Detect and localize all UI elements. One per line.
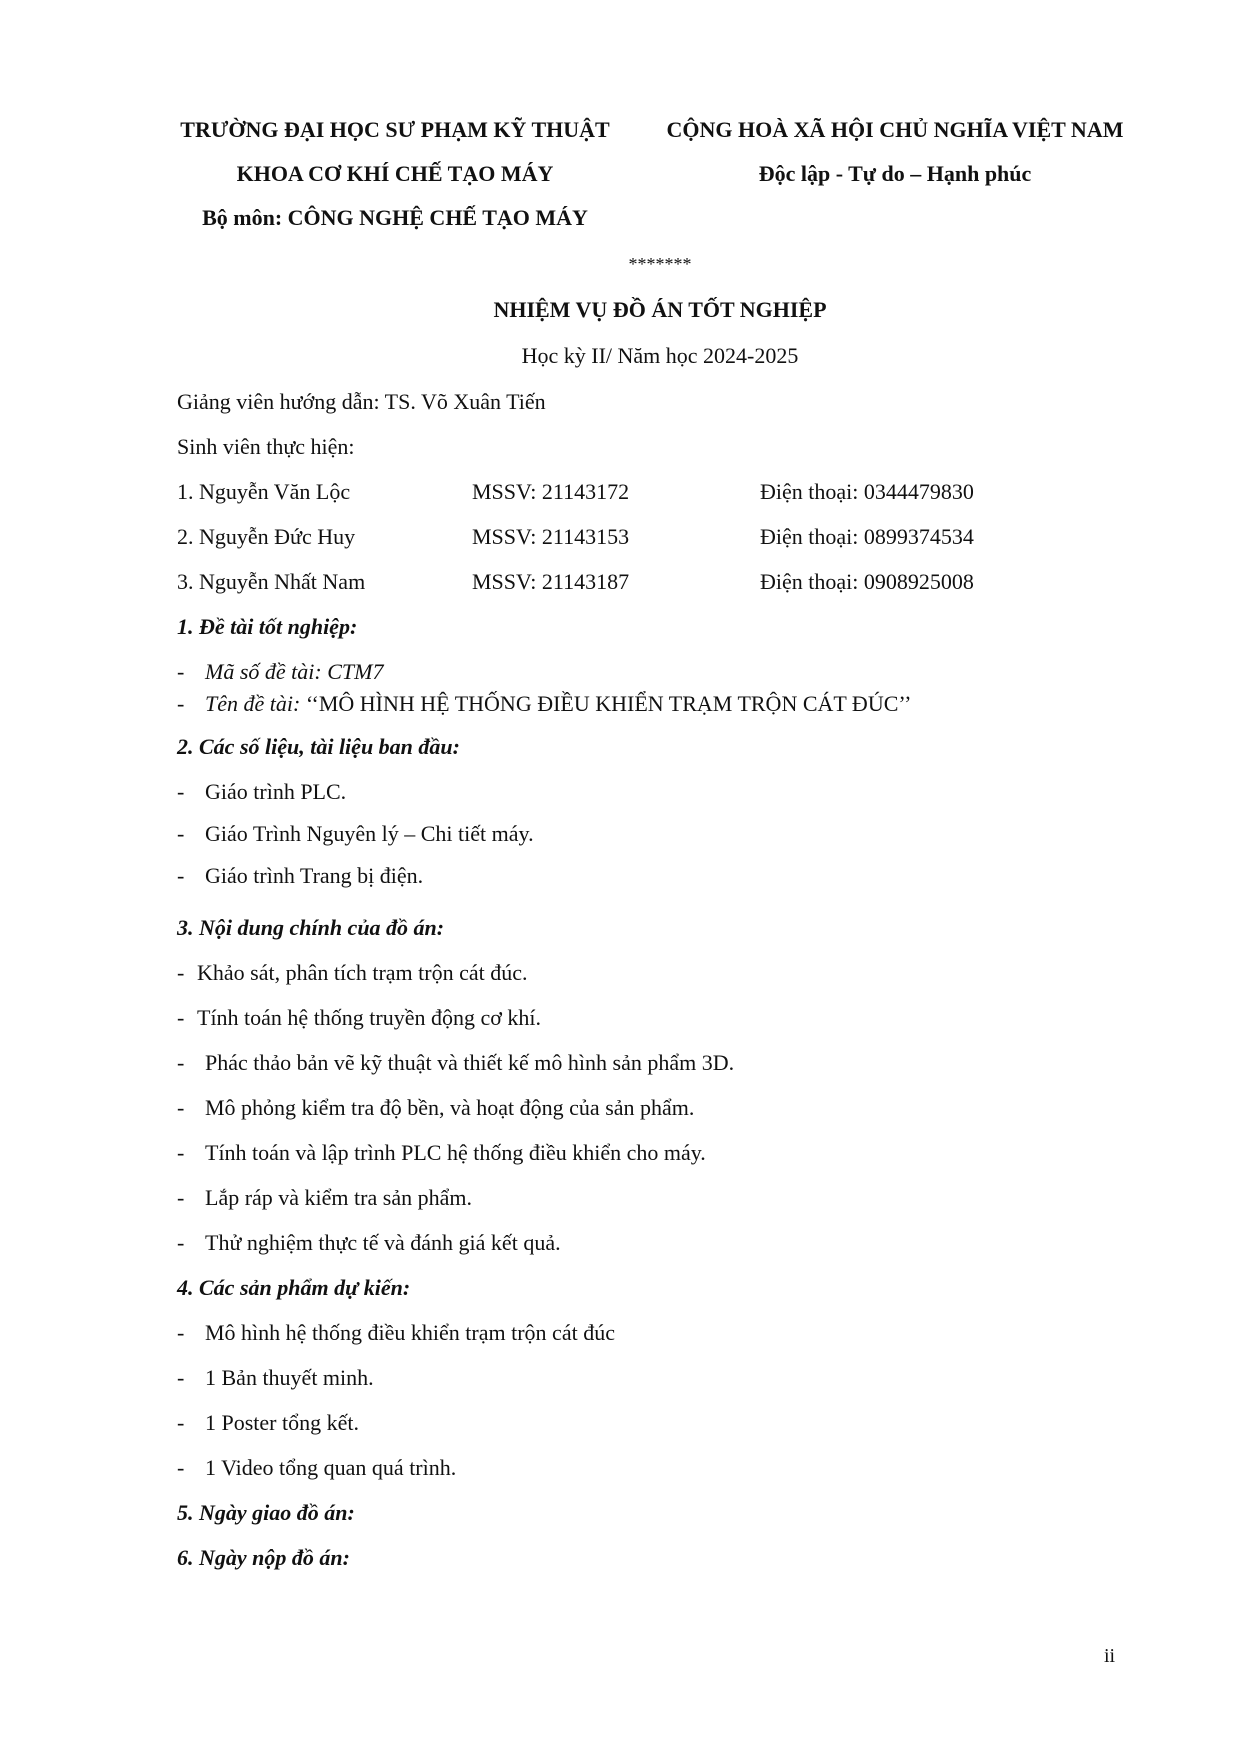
page-number: ii: [1104, 1645, 1116, 1667]
list-item: - Tên đề tài: ‘‘MÔ HÌNH HỆ THỐNG ĐIỀU KHIỂN TRẠM TRỘN CÁT ĐÚC’’: [177, 691, 912, 716]
list-item: - Mã số đề tài: CTM7: [177, 659, 384, 684]
student-mssv: MSSV: 21143153: [472, 524, 630, 549]
topic-code: Mã số đề tài: CTM7: [205, 659, 384, 684]
list-item-text: 1 Poster tổng kết.: [205, 1410, 359, 1435]
list-item: - Tính toán và lập trình PLC hệ thống điều khiển cho máy.: [177, 1140, 706, 1165]
list-item: - Mô hình hệ thống điều khiển trạm trộn cát đúc: [177, 1320, 615, 1345]
section-heading-submit-date: 6. Ngày nộp đồ án:: [177, 1545, 350, 1570]
list-item-text: 1 Bản thuyết minh.: [205, 1365, 374, 1390]
list-item-text: Giáo trình PLC.: [205, 779, 347, 804]
student-phone: Điện thoại: 0908925008: [760, 569, 974, 594]
students-label: Sinh viên thực hiện:: [177, 434, 355, 459]
section-heading-assign-date: 5. Ngày giao đồ án:: [177, 1500, 355, 1525]
list-item-text: Thử nghiệm thực tế và đánh giá kết quả.: [205, 1230, 561, 1255]
list-item-text: Tính toán hệ thống truyền động cơ khí.: [197, 1005, 542, 1030]
slogan: Độc lập - Tự do – Hạnh phúc: [758, 161, 1032, 186]
student-name: 2. Nguyễn Đức Huy: [177, 524, 356, 549]
student-phone: Điện thoại: 0344479830: [760, 479, 974, 504]
list-item: - 1 Video tổng quan quá trình.: [177, 1455, 457, 1480]
supervisor-line: Giảng viên hướng dẫn: TS. Võ Xuân Tiến: [177, 389, 546, 414]
topic-name-label: Tên đề tài:: [205, 691, 301, 716]
list-item-text: Giáo trình Trang bị điện.: [205, 863, 424, 888]
list-item: - Tính toán hệ thống truyền động cơ khí.: [177, 1005, 542, 1030]
list-item-text: Giáo Trình Nguyên lý – Chi tiết máy.: [205, 821, 534, 846]
list-item-text: 1 Video tổng quan quá trình.: [205, 1455, 457, 1480]
separator-stars: *******: [628, 254, 692, 274]
list-item-text: Tính toán và lập trình PLC hệ thống điều khiển cho máy.: [205, 1140, 706, 1165]
list-item-text: Lắp ráp và kiểm tra sản phẩm.: [205, 1185, 472, 1210]
section-heading-products: 4. Các sản phẩm dự kiến:: [177, 1275, 411, 1300]
list-item-text: Mô hình hệ thống điều khiển trạm trộn cát đúc: [205, 1320, 615, 1345]
student-name: 1. Nguyễn Văn Lộc: [177, 479, 351, 504]
list-item: - Giáo trình PLC.: [177, 779, 347, 804]
student-row: [0, 478, 1241, 506]
list-item: - Thử nghiệm thực tế và đánh giá kết quả.: [177, 1230, 561, 1255]
list-item-text: Phác thảo bản vẽ kỹ thuật và thiết kế mô hình sản phẩm 3D.: [205, 1050, 735, 1075]
student-mssv: MSSV: 21143172: [472, 479, 630, 504]
section-heading-topic: 1. Đề tài tốt nghiệp:: [177, 614, 358, 639]
department-name: Bộ môn: CÔNG NGHỆ CHẾ TẠO MÁY: [202, 205, 588, 230]
list-item-text: Khảo sát, phân tích trạm trộn cát đúc.: [197, 960, 528, 985]
list-item: - Khảo sát, phân tích trạm trộn cát đúc.: [177, 960, 528, 985]
faculty-name: KHOA CƠ KHÍ CHẾ TẠO MÁY: [236, 161, 554, 186]
list-item: - Phác thảo bản vẽ kỹ thuật và thiết kế mô hình sản phẩm 3D.: [177, 1050, 735, 1075]
document-title: NHIỆM VỤ ĐỒ ÁN TỐT NGHIỆP: [493, 297, 827, 322]
list-item: - 1 Bản thuyết minh.: [177, 1365, 374, 1390]
country-motto: CỘNG HOÀ XÃ HỘI CHỦ NGHĨA VIỆT NAM: [666, 117, 1124, 142]
student-row: [0, 523, 1241, 551]
student-mssv: MSSV: 21143187: [472, 569, 630, 594]
university-name: TRƯỜNG ĐẠI HỌC SƯ PHẠM KỸ THUẬT: [180, 117, 610, 142]
list-item: - Mô phỏng kiểm tra độ bền, và hoạt động của sản phẩm.: [177, 1095, 695, 1120]
semester-line: Học kỳ II/ Năm học 2024-2025: [521, 343, 799, 368]
section-heading-materials: 2. Các số liệu, tài liệu ban đầu:: [177, 734, 460, 759]
topic-name-value: ‘‘MÔ HÌNH HỆ THỐNG ĐIỀU KHIỂN TRẠM TRỘN CÁT ĐÚC’’: [300, 691, 912, 716]
list-item: - Lắp ráp và kiểm tra sản phẩm.: [177, 1185, 472, 1210]
list-item: - Giáo trình Trang bị điện.: [177, 863, 424, 888]
list-item-text: Mô phỏng kiểm tra độ bền, và hoạt động của sản phẩm.: [205, 1095, 695, 1120]
student-row: [0, 568, 1241, 596]
list-item: - 1 Poster tổng kết.: [177, 1410, 359, 1435]
section-heading-content: 3. Nội dung chính của đồ án:: [177, 915, 445, 940]
student-name: 3. Nguyễn Nhất Nam: [177, 569, 366, 594]
student-phone: Điện thoại: 0899374534: [760, 524, 974, 549]
list-item: - Giáo Trình Nguyên lý – Chi tiết máy.: [177, 821, 534, 846]
